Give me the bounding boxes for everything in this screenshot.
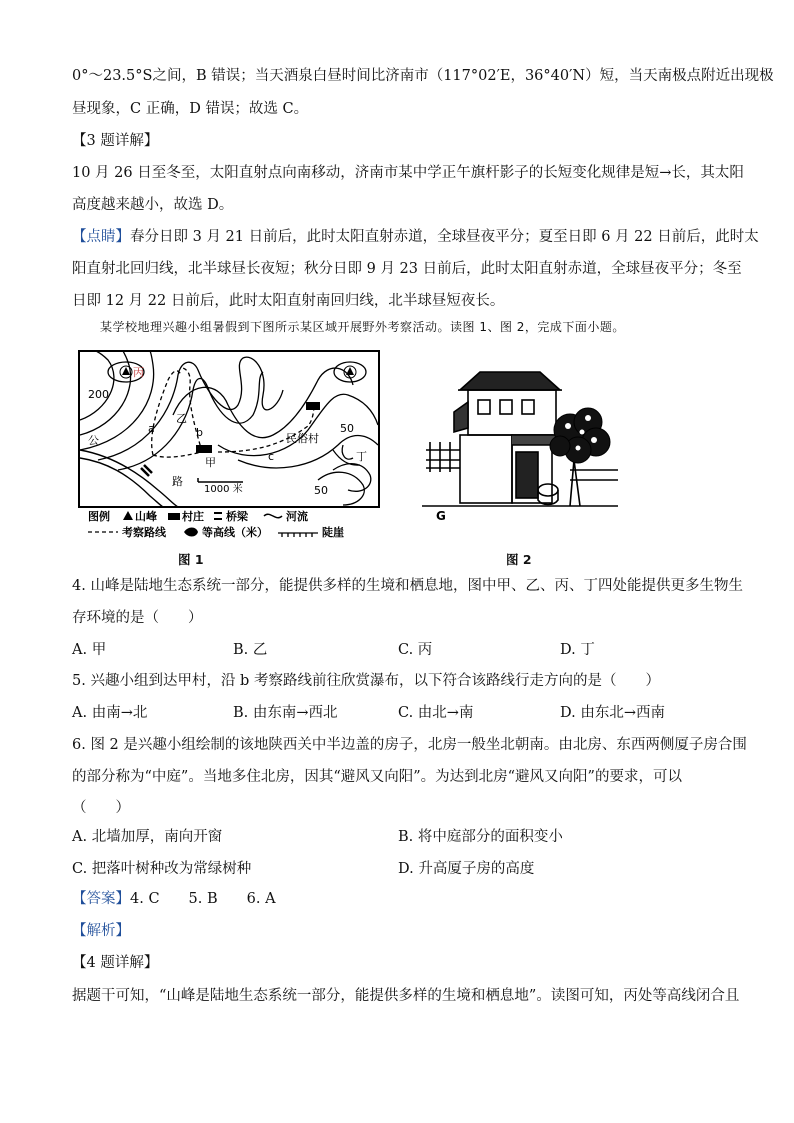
q6-option-d[interactable]: D. 升高厦子房的高度 xyxy=(398,861,535,877)
legend-cliff: 陡崖 xyxy=(322,526,344,539)
answer-label: 【答案】 xyxy=(72,891,130,907)
route-label-a: a xyxy=(148,422,155,435)
figure1-map xyxy=(78,350,380,550)
highlight-line2: 阳直射北回归线，北半球昼长夜短；秋分日即 9 月 23 日前后，此时太阳直射赤道，全球昼夜平分；冬至 xyxy=(72,261,742,277)
contour-label-200: 200 xyxy=(88,388,109,401)
para1-line1: 0°～23.5°S之间，B 错误；当天酒泉白昼时间比济南市（117°02′E，36°40′N）短，当天南极点附近出现极 xyxy=(72,68,774,84)
answer-line xyxy=(72,889,276,909)
q5-option-d[interactable]: D. 由东北→西南 xyxy=(560,705,665,721)
q5-line1: 5. 兴趣小组到达甲村，沿 b 考察路线前往欣赏瀑布，以下符合该路线行走方向的是（ ） xyxy=(72,673,660,689)
legend-river: 河流 xyxy=(286,510,308,523)
legend-bridge: 桥梁 xyxy=(226,510,248,523)
q4-option-d[interactable]: D. 丁 xyxy=(560,642,595,658)
highlight-line3: 日即 12 月 22 日前后，此时太阳直射南回归线，北半球昼短夜长。 xyxy=(72,293,505,309)
scale-label: 1000 米 xyxy=(204,484,243,495)
label-jia: 甲 xyxy=(205,456,216,469)
q4-option-c[interactable]: C. 丙 xyxy=(398,642,433,658)
contour-label-50b: 50 xyxy=(314,484,328,497)
legend-route: 考察路线 xyxy=(122,526,166,539)
village-jia-mark xyxy=(196,445,212,453)
label-minsu: 民俗村 xyxy=(286,432,319,445)
figure1-caption: 图 1 xyxy=(178,552,204,567)
q6-option-b[interactable]: B. 将中庭部分的面积变小 xyxy=(398,829,563,845)
legend-peak: 山峰 xyxy=(135,510,157,523)
label-bing: 丙 xyxy=(133,366,144,379)
q4-line2: 存环境的是（ ） xyxy=(72,610,203,626)
para1-line2: 昼现象，C 正确，D 错误；故选 C。 xyxy=(72,101,309,117)
label-ding: 丁 xyxy=(356,450,367,463)
village-minsu-mark xyxy=(306,402,320,410)
route-label-c: c xyxy=(268,450,275,463)
q4-option-a[interactable]: A. 甲 xyxy=(72,642,107,658)
q4-detail-title: 【4 题详解】 xyxy=(72,955,159,971)
contour-label-50a: 50 xyxy=(340,422,354,435)
q6-line1: 6. 图 2 是兴趣小组绘制的该地陕西关中半边盖的房子，北房一般坐北朝南。由北房、东西两侧厦子房合围 xyxy=(72,737,747,753)
q6-option-c[interactable]: C. 把落叶树种改为常绿树种 xyxy=(72,861,252,877)
figure2-caption: 图 2 xyxy=(506,552,532,567)
para2-line2: 高度越来越小，故选 D。 xyxy=(72,197,234,213)
legend-contour: 等高线（米） xyxy=(202,526,268,539)
q4-line1: 4. 山峰是陆地生态系统一部分，能提供多样的生境和栖息地，图中甲、乙、丙、丁四处能提供更多生物生 xyxy=(72,578,743,594)
figure2-mark: G xyxy=(436,509,446,523)
q5-option-a[interactable]: A. 由南→北 xyxy=(72,705,148,721)
para2-line1: 10 月 26 日至冬至，太阳直射点向南移动，济南市某中学正午旗杆影子的长短变化规律是短→长，其太阳 xyxy=(72,165,744,181)
q6-line2: 的部分称为“中庭”。当地多住北房，因其“避风又向阳”。为达到北房“避风又向阳”的要求，可以 xyxy=(72,769,682,785)
figure2-house xyxy=(420,360,620,530)
label-gong: 公 xyxy=(88,434,99,447)
q4-detail-line1: 据题干可知，“山峰是陆地生态系统一部分，能提供多样的生境和栖息地”。读图可知，丙处等高线闭合且 xyxy=(72,988,740,1004)
legend-title: 图例 xyxy=(88,510,110,523)
legend-village: 村庄 xyxy=(182,510,204,523)
label-yi: 乙 xyxy=(176,412,187,425)
highlight-label: 【点睛】 xyxy=(72,229,130,245)
q3-detail-title: 【3 题详解】 xyxy=(72,133,159,149)
analysis-label: 【解析】 xyxy=(72,923,130,939)
q5-option-b[interactable]: B. 由东南→西北 xyxy=(233,705,338,721)
q4-option-b[interactable]: B. 乙 xyxy=(233,642,268,658)
q6-option-a[interactable]: A. 北墙加厚，南向开窗 xyxy=(72,829,223,845)
q6-line3: （ ） xyxy=(72,800,130,816)
highlight-line1: 【点睛】春分日即 3 月 21 日前后，此时太阳直射赤道，全球昼夜平分；夏至日即 6 月 22 日前后，此时太 xyxy=(72,229,759,245)
label-lu: 路 xyxy=(172,475,183,488)
figure-intro: 某学校地理兴趣小组暑假到下图所示某区域开展野外考察活动。读图 1、图 2，完成下面小题。 xyxy=(100,320,625,334)
route-label-b: b xyxy=(196,426,203,439)
q5-option-c[interactable]: C. 由北→南 xyxy=(398,705,474,721)
answer-text: 4. C 5. B 6. A xyxy=(130,891,276,907)
